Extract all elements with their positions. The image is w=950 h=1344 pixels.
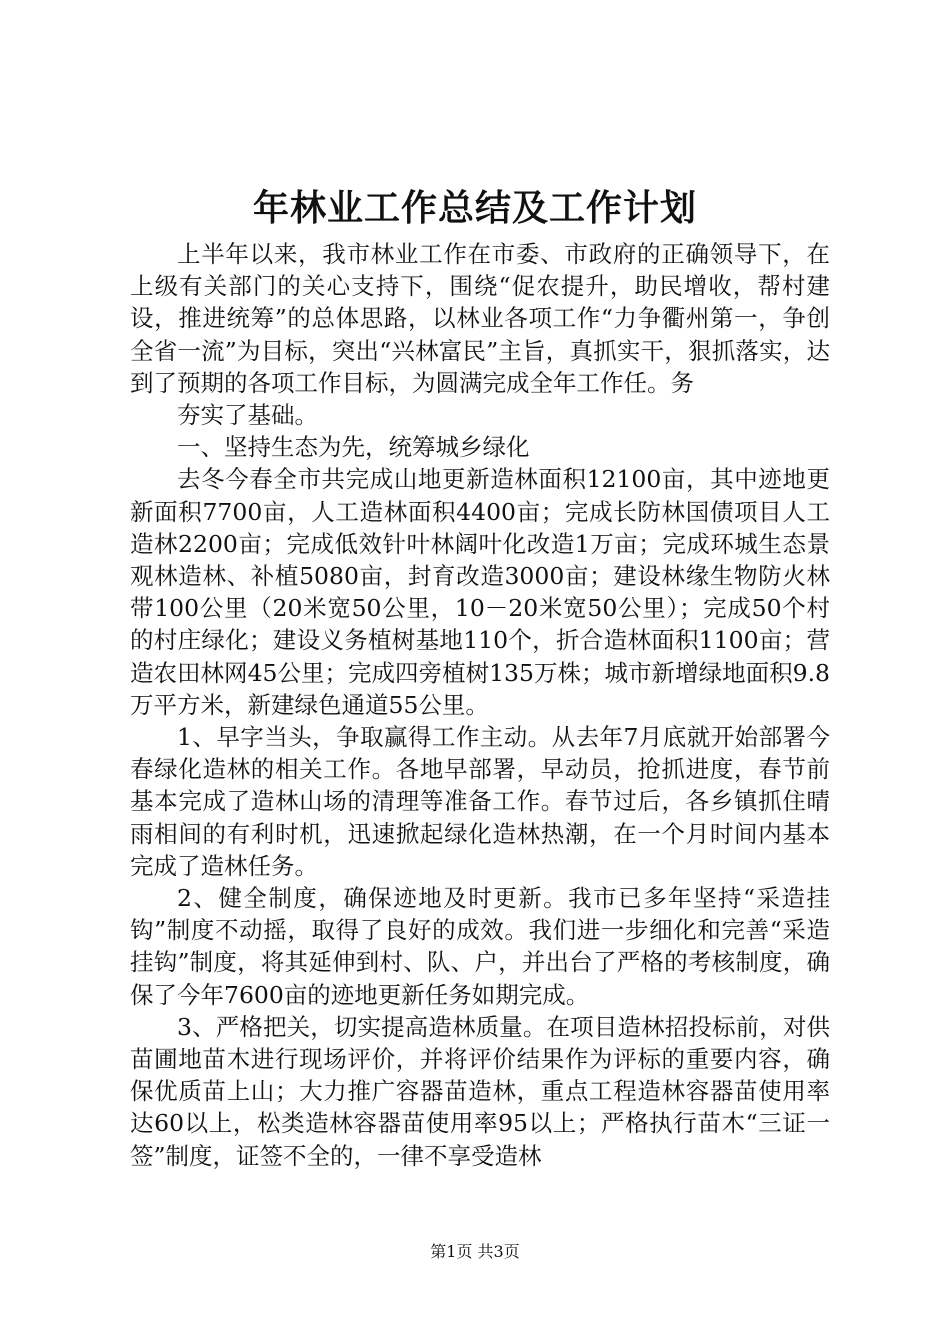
section-heading-1: 一、坚持生态为先，统筹城乡绿化 [177,433,530,462]
paragraph-intro: 上半年以来，我市林业工作在市委、市政府的正确领导下，在上级有关部门的关心支持下，围绕“促农提升，助民增收，帮村建设，推进统筹”的总体思路，以林业各项工作“力争衢州第一，争创全省一流”为目标，突出“兴林富民”主旨，真抓实干，狠抓落实，达到了预期的各项工作目标，为圆满完成全年工作任。务 [130,240,830,397]
paragraph-foundation: 夯实了基础。 [177,401,318,430]
document-title: 年林业工作总结及工作计划 [252,187,697,229]
paragraph-item-1: 1、早字当头，争取赢得工作主动。从去年7月底就开始部署今春绿化造林的相关工作。各地早部署，早动员，抢抓进度，春节前基本完成了造林山场的清理等准备工作。春节过后，各乡镇抓住晴雨相间的有利时机，迅速掀起绿化造林热潮，在一个月时间内基本完成了造林任务。 [130,723,830,880]
paragraph-item-2: 2、健全制度，确保迹地及时更新。我市已多年坚持“采造挂钩”制度不动摇，取得了良好的成效。我们进一步细化和完善“采造挂钩”制度，将其延伸到村、队、户，并出台了严格的考核制度，确保了今年7600亩的迹地更新任务如期完成。 [130,884,830,1009]
document-body [130,238,830,1172]
page-footer: 第1页 共3页 [430,1242,520,1261]
paragraph-item-3: 3、严格把关，切实提高造林质量。在项目造林招投标前，对供苗圃地苗木进行现场评价，并将评价结果作为评标的重要内容，确保优质苗上山；大力推广容器苗造林，重点工程造林容器苗使用率达60以上，松类造林容器苗使用率95以上；严格执行苗木“三证一签”制度，证签不全的，一律不享受造林 [130,1012,830,1170]
paragraph-afforestation-stats: 去冬今春全市共完成山地更新造林面积12100亩，其中迹地更新面积7700亩，人工造林面积4400亩；完成长防林国债项目人工造林2200亩；完成低效针叶林阔叶化改造1万亩；完成环城生态景观林造林、补植5080亩，封育改造3000亩；建设林缘生物防火林带100公里（20米宽50公里，10－20米宽50公里）；完成50个村的村庄绿化；建设义务植树基地110个，折合造林面积1100亩；营造农田林网45公里；完成四旁植树135万株；城市新增绿地面积9.8万平方米，新建绿色通道55公里。 [130,465,830,719]
